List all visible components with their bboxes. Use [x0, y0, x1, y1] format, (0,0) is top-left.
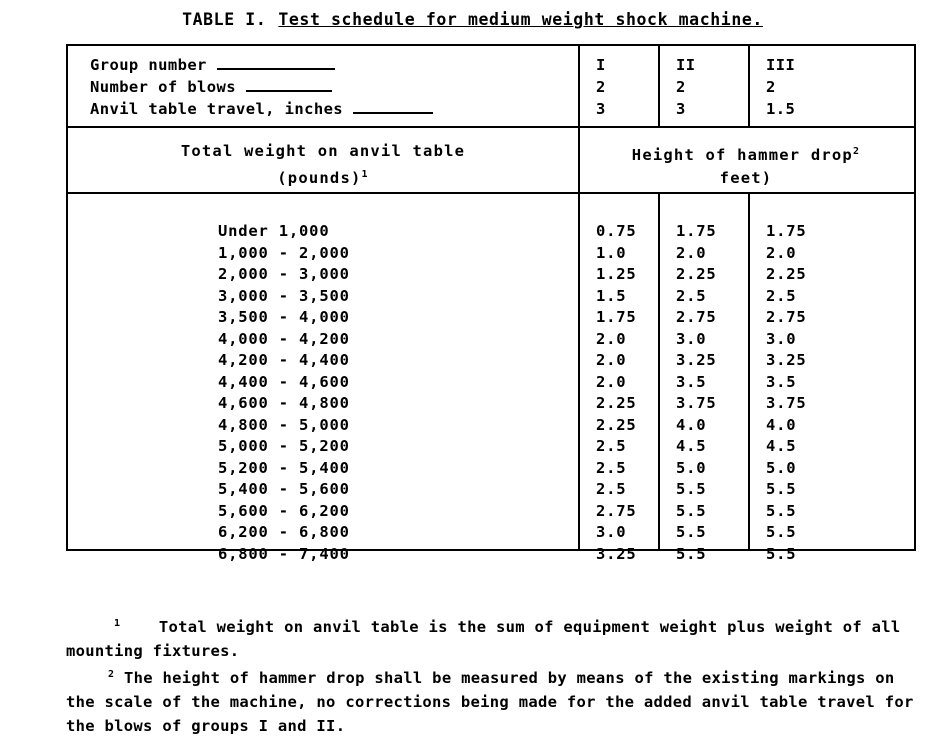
table-rows	[68, 222, 914, 566]
drop-height-cell: 2.0	[596, 329, 627, 348]
drop-height-cell: 3.25	[766, 351, 807, 369]
subheader-right-line1: Height of hammer drop$^2$	[631, 146, 861, 165]
table-row	[68, 351, 914, 373]
drop-height-cell: 5.5	[676, 544, 707, 563]
header-cell: 2	[766, 78, 776, 96]
weight-range-cell: 5,400 - 5,600	[218, 480, 350, 498]
table-caption-text: Test schedule for medium weight shock machine.	[278, 10, 763, 29]
weight-range-cell: 4,400 - 4,600	[218, 372, 350, 391]
drop-height-cell: 2.5	[596, 437, 627, 455]
footnote-1	[66, 612, 926, 663]
table-row	[68, 222, 914, 244]
table-row	[68, 459, 914, 481]
drop-height-cell: 5.0	[766, 458, 797, 477]
drop-height-cell: 5.5	[676, 523, 707, 541]
table-row	[68, 308, 914, 330]
weight-range-cell: 5,200 - 5,400	[218, 458, 350, 477]
weight-range-cell: 5,600 - 6,200	[218, 501, 350, 520]
footnote-marker: 1	[114, 618, 121, 629]
table-row	[68, 502, 914, 524]
header-row-anvil-travel	[90, 98, 433, 120]
drop-height-cell: 3.75	[766, 394, 807, 412]
table-row	[68, 265, 914, 287]
table-caption	[0, 10, 945, 29]
footnote-text: Total weight on anvil table is the sum of equipment weight plus weight of all mounting fixtures.	[66, 618, 901, 661]
weight-range-cell: 3,000 - 3,500	[218, 286, 350, 305]
header-column-2-values	[676, 54, 695, 120]
header-labels	[90, 54, 433, 120]
header-cell: 3	[596, 100, 606, 118]
drop-height-cell: 3.5	[676, 372, 707, 391]
label-underline	[353, 99, 433, 114]
header-label-text: Anvil table travel, inches	[90, 100, 344, 118]
table-row	[68, 545, 914, 567]
label-underline	[246, 77, 332, 92]
drop-height-cell: 4.5	[766, 437, 797, 455]
table-row	[68, 437, 914, 459]
table-header-band	[68, 46, 914, 126]
drop-height-cell: 0.75	[596, 222, 637, 240]
drop-height-cell: 3.75	[676, 394, 717, 412]
header-cell: III	[766, 56, 796, 74]
weight-range-cell: 3,500 - 4,000	[218, 308, 350, 326]
drop-height-cell: 2.0	[766, 243, 797, 262]
header-cell: 2	[596, 78, 606, 96]
footnote-2	[66, 663, 926, 738]
footnote-text: The height of hammer drop shall be measured by means of the existing markings on the scale of the machine, no corrections being made for the added anvil table travel for the blows of groups I and II.	[66, 669, 914, 736]
drop-height-cell: 2.25	[676, 265, 717, 283]
table-row	[68, 287, 914, 309]
drop-height-cell: 5.5	[766, 523, 797, 541]
drop-height-cell: 2.75	[676, 308, 717, 326]
drop-height-cell: 2.25	[596, 415, 637, 434]
header-cell: 1.5	[766, 100, 796, 118]
drop-height-cell: 2.75	[766, 308, 807, 326]
weight-range-cell: 4,800 - 5,000	[218, 415, 350, 434]
drop-height-cell: 2.0	[596, 372, 627, 391]
weight-range-cell: 6,200 - 6,800	[218, 523, 350, 541]
subheader-right-line2: feet)	[719, 169, 773, 188]
header-cell: II	[676, 56, 696, 74]
weight-range-cell: 2,000 - 3,000	[218, 265, 350, 283]
footnotes	[66, 612, 926, 738]
header-cell: 2	[676, 78, 686, 96]
drop-height-cell: 2.5	[676, 286, 707, 305]
weight-range-cell: 1,000 - 2,000	[218, 243, 350, 262]
header-column-3-values	[766, 54, 795, 120]
drop-height-cell: 3.0	[766, 329, 797, 348]
header-column-1-values	[596, 54, 606, 120]
drop-height-cell: 1.0	[596, 243, 627, 262]
drop-height-cell: 2.75	[596, 501, 637, 520]
drop-height-cell: 5.5	[766, 544, 797, 563]
drop-height-cell: 4.0	[676, 415, 707, 434]
subheader-right	[578, 140, 914, 190]
drop-height-cell: 2.25	[766, 265, 807, 283]
table-row	[68, 416, 914, 438]
table-subheader-band	[68, 126, 914, 192]
drop-height-cell: 1.75	[766, 222, 807, 240]
column-divider-2	[658, 46, 660, 126]
weight-range-cell: 6,800 - 7,400	[218, 544, 350, 563]
table-row	[68, 523, 914, 545]
drop-height-cell: 2.0	[596, 351, 627, 369]
weight-range-cell: 4,000 - 4,200	[218, 329, 350, 348]
drop-height-cell: 5.0	[676, 458, 707, 477]
weight-range-cell: 4,200 - 4,400	[218, 351, 350, 369]
drop-height-cell: 2.25	[596, 394, 637, 412]
table-caption-label: TABLE I.	[182, 10, 267, 29]
test-schedule-table	[66, 44, 916, 563]
drop-height-cell: 2.5	[596, 480, 627, 498]
drop-height-cell: 3.5	[766, 372, 797, 391]
header-label-text: Group number	[90, 56, 207, 74]
header-label-text: Number of blows	[90, 78, 236, 96]
header-cell: 3	[676, 100, 686, 118]
table-data-band	[68, 192, 914, 563]
table-row	[68, 480, 914, 502]
drop-height-cell: 3.0	[676, 329, 707, 348]
drop-height-cell: 1.75	[676, 222, 717, 240]
drop-height-cell: 5.5	[766, 501, 797, 520]
drop-height-cell: 5.5	[766, 480, 797, 498]
drop-height-cell: 5.5	[676, 501, 707, 520]
header-cell: I	[596, 56, 606, 74]
drop-height-cell: 5.5	[676, 480, 707, 498]
subheader-left	[68, 140, 578, 190]
drop-height-cell: 2.5	[766, 286, 797, 305]
footnote-marker: 2	[108, 669, 115, 681]
subheader-left-line1: Total weight on anvil table	[180, 142, 466, 160]
footnote-ref-1: 1	[361, 169, 369, 180]
table-row	[68, 394, 914, 416]
weight-range-cell: Under 1,000	[218, 222, 330, 240]
drop-height-cell: 4.0	[766, 415, 797, 434]
drop-height-cell: 1.75	[596, 308, 637, 326]
weight-range-cell: 5,000 - 5,200	[218, 437, 350, 455]
table-row	[68, 330, 914, 352]
column-divider-3	[748, 46, 750, 126]
drop-height-cell: 1.5	[596, 286, 627, 305]
table-row	[68, 244, 914, 266]
drop-height-cell: 3.0	[596, 523, 627, 541]
weight-range-cell: 4,600 - 4,800	[218, 394, 350, 412]
subheader-left-line2: (pounds)$^1$	[277, 169, 369, 188]
drop-height-cell: 1.25	[596, 265, 637, 283]
drop-height-cell: 3.25	[676, 351, 717, 369]
header-row-number-of-blows	[90, 76, 433, 98]
column-divider-1	[578, 46, 580, 126]
drop-height-cell: 4.5	[676, 437, 707, 455]
drop-height-cell: 2.5	[596, 458, 627, 477]
header-row-group-number	[90, 54, 433, 76]
table-row	[68, 373, 914, 395]
drop-height-cell: 3.25	[596, 544, 637, 563]
drop-height-cell: 2.0	[676, 243, 707, 262]
label-underline	[217, 55, 335, 70]
footnote-ref-2: 2	[852, 146, 861, 157]
